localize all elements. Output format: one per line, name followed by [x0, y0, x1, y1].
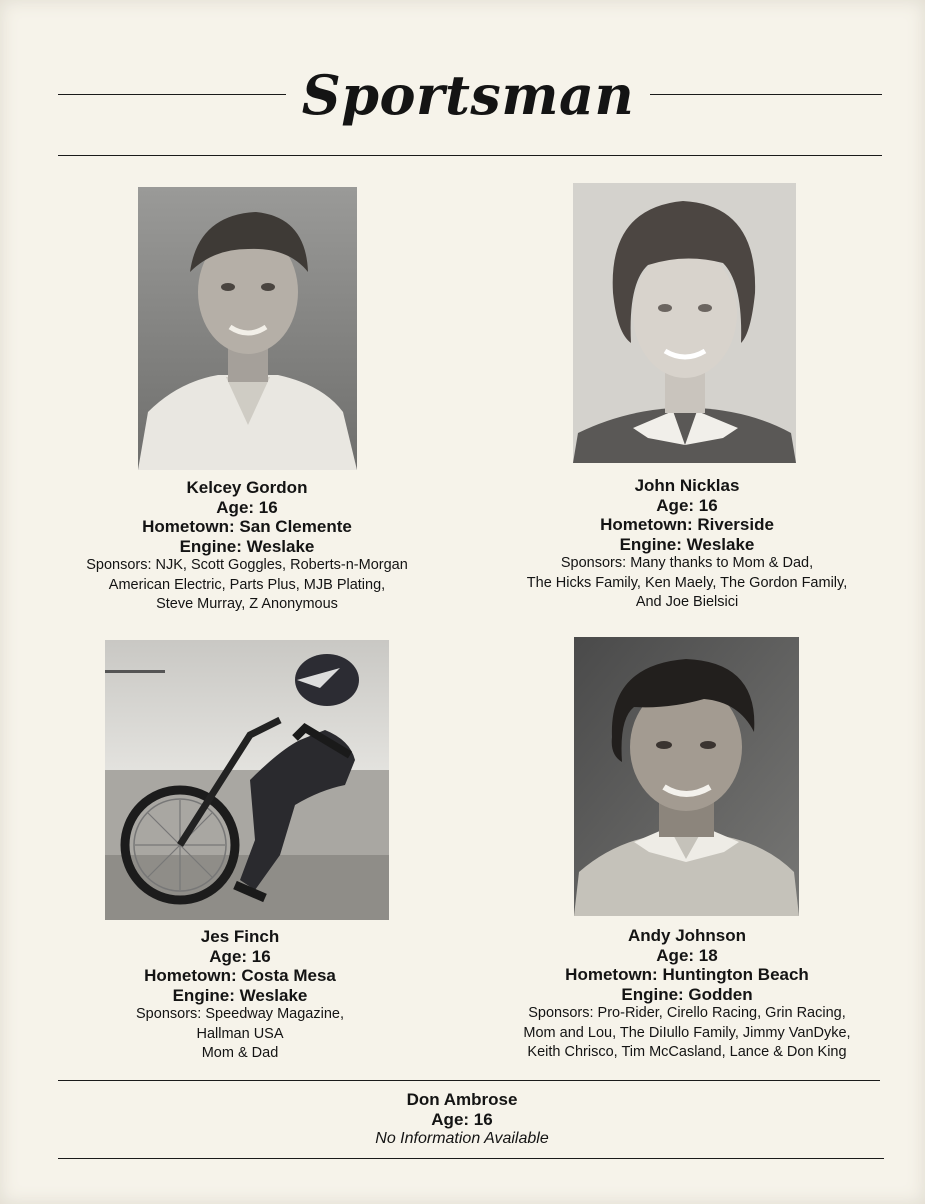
rider-photo-john-nicklas — [573, 183, 796, 463]
page-title: Sportsman — [301, 63, 635, 127]
footer-divider-top — [58, 1080, 880, 1081]
rider-sponsors-line: Mom & Dad — [201, 1045, 279, 1061]
rider-sponsors-line: American Electric, Parts Plus, MJB Plating, — [108, 576, 386, 593]
rider-photo-andy-johnson — [574, 637, 799, 916]
rider-age: Age: 16 — [216, 497, 278, 517]
rider-caption-jes-finch — [60, 927, 420, 1064]
rider-engine: Engine: Weslake — [172, 985, 308, 1005]
rider-caption-don-ambrose — [262, 1090, 662, 1149]
rider-name: John Nicklas — [634, 476, 740, 495]
rider-sponsors-line: Keith Chrisco, Tim McCasland, Lance & Don King — [527, 1044, 847, 1060]
rider-hometown: Hometown: San Clemente — [142, 517, 352, 536]
rider-caption-kelcey-gordon — [47, 478, 447, 615]
rider-sponsors-line: And Joe Bielsici — [635, 594, 739, 610]
rider-hometown: Hometown: Costa Mesa — [144, 966, 336, 985]
rider-photo-jes-finch — [105, 640, 389, 920]
footer-divider-bottom — [58, 1158, 884, 1159]
rider-age: Age: 16 — [656, 495, 718, 515]
rider-age: Age: 16 — [431, 1109, 493, 1129]
rider-name: Kelcey Gordon — [186, 478, 308, 497]
rider-caption-john-nicklas — [477, 476, 897, 613]
rider-name: Andy Johnson — [627, 926, 747, 945]
rider-info-note: No Information Available — [375, 1130, 549, 1147]
title-rule-left — [58, 94, 286, 95]
rider-age: Age: 16 — [209, 946, 271, 966]
rider-sponsors-line: Steve Murray, Z Anonymous — [156, 596, 338, 612]
title-banner — [58, 60, 882, 130]
rider-engine: Engine: Godden — [621, 984, 753, 1004]
rider-hometown: Hometown: Riverside — [600, 515, 774, 534]
rider-sponsors-line: Hallman USA — [196, 1025, 284, 1042]
header-divider — [58, 155, 882, 156]
rider-hometown: Hometown: Huntington Beach — [565, 965, 809, 984]
rider-sponsors-line: Sponsors: NJK, Scott Goggles, Roberts-n-Morgan — [86, 557, 408, 573]
rider-engine: Engine: Weslake — [619, 534, 755, 554]
rider-caption-andy-johnson — [477, 926, 897, 1063]
rider-age: Age: 18 — [656, 945, 718, 965]
rider-photo-kelcey-gordon — [138, 187, 357, 470]
rider-sponsors-line: The Hicks Family, Ken Maely, The Gordon Family, — [526, 574, 848, 591]
rider-engine: Engine: Weslake — [179, 536, 315, 556]
title-rule-right — [650, 94, 882, 95]
rider-sponsors-line: Sponsors: Pro-Rider, Cirello Racing, Grin Racing, — [528, 1005, 846, 1021]
rider-sponsors-line: Sponsors: Speedway Magazine, — [136, 1006, 344, 1022]
rider-name: Jes Finch — [200, 927, 280, 946]
rider-name: Don Ambrose — [406, 1090, 518, 1109]
rider-sponsors-line: Mom and Lou, The DiIullo Family, Jimmy VanDyke, — [523, 1024, 851, 1041]
rider-sponsors-line: Sponsors: Many thanks to Mom & Dad, — [560, 555, 814, 571]
